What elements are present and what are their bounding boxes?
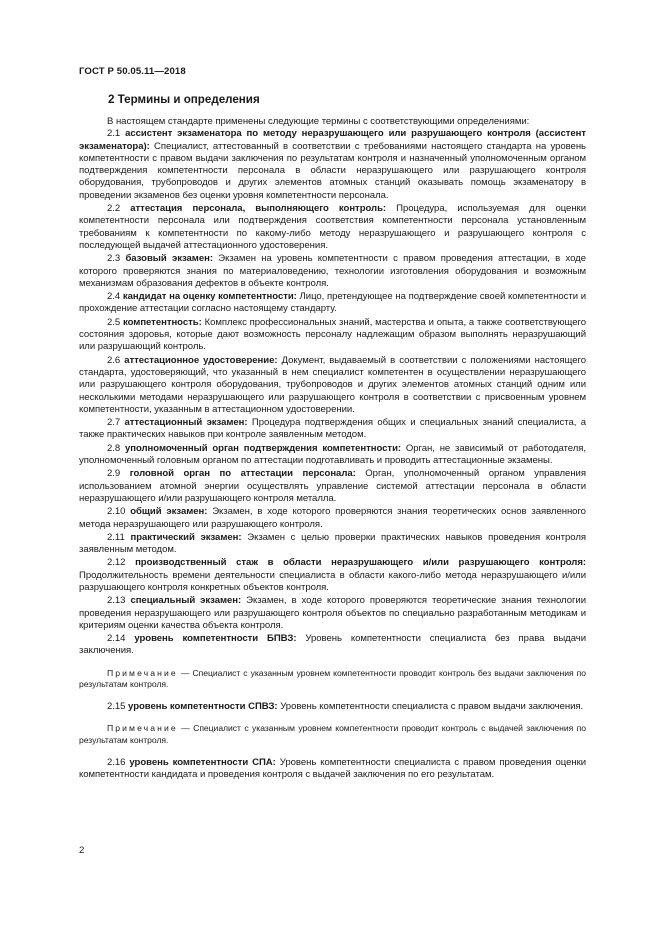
definition-number: 2.12 — [107, 557, 126, 569]
definition-text: Комплекс профессиональных знаний, мастерства и опыта, а также соответствующего состояния здоровья, которые дают возможность персоналу надлежащим образом выполнять неразрушающий или разрушающий контроль. — [79, 316, 586, 353]
definition-number: 2.11 — [107, 531, 125, 543]
definition-2-14 — [79, 633, 586, 658]
definition-2-2 — [79, 203, 586, 252]
definition-2-11 — [79, 532, 586, 557]
definition-term: общий экзамен: — [130, 506, 208, 518]
definition-text: Лицо, претендующее на подтверждение своей компетентности и прохождение аттестации согласно настоящему стандарту. — [79, 291, 586, 315]
definition-2-8 — [79, 443, 586, 468]
note-2-14 — [79, 668, 586, 690]
definition-text: Процедура, используемая для оценки компетентности персонала или подтверждения соответствия компетентности персонала установленным требованиям к компетентности по какому-либо методу неразрушающего и разрушающего контроля с последующей выдачей аттестационного удостоверения. — [79, 203, 586, 251]
note-label: Примечание — [107, 667, 178, 678]
definition-number: 2.13 — [107, 595, 126, 607]
definition-term: аттестационное удостоверение: — [124, 354, 278, 366]
definition-text: Уровень компетентности специалиста без права выдачи заключения. — [79, 633, 586, 657]
definition-text: Документ, выдаваемый в соответствии с положениями настоящего стандарта, удостоверяющий, что указанный в нем специалист компетентен в осуществлении неразрушающего или разрушающего контроля оборудования, трубопроводов и других элементов атомных станций одним или несколькими методами неразрушающего или разрушающего контроля в соответствии с присвоенным уровнем компетентности, указанным в аттестационном удостоверении. — [79, 354, 586, 415]
definition-2-7 — [79, 417, 586, 442]
definition-term: уполномоченный орган подтверждения компетентности: — [124, 442, 402, 454]
definition-number: 2.5 — [107, 316, 121, 328]
definition-2-4 — [79, 291, 586, 316]
definition-2-16 — [79, 757, 586, 782]
definition-term: уровень компетентности СПА: — [129, 756, 276, 768]
document-code: ГОСТ Р 50.05.11—2018 — [79, 66, 186, 77]
definition-number: 2.6 — [107, 354, 121, 366]
definition-term: аттестация персонала, выполняющего контроль: — [130, 203, 387, 215]
definition-text: Уровень компетентности специалиста с правом выдачи заключения. — [280, 701, 584, 713]
definition-term: аттестационный экзамен: — [124, 417, 248, 429]
note-2-15 — [79, 723, 586, 745]
definition-text: Экзамен, в ходе которого проверяются теоретические знания технологии проведения неразрушающего или разрушающего контроля объектов по специально разработанным методикам и критериям оценки качества объекта контроля. — [79, 595, 586, 631]
definition-text: Процедура подтверждения общих и специальных знаний специалиста, а также практических навыков при контроле заявленным методом. — [79, 417, 586, 441]
definition-number: 2.7 — [107, 417, 121, 429]
definition-text: Продолжительность времени деятельности специалиста в области какого-либо метода неразрушающего и/или разрушающего контроля конкретных объектов контроля. — [79, 569, 586, 593]
definition-term: базовый экзамен: — [125, 253, 213, 265]
definition-number: 2.15 — [107, 701, 126, 713]
definition-2-1 — [79, 128, 586, 202]
note-label: Примечание — [107, 723, 178, 734]
note-text: — Специалист с указанным уровнем компетентности проводит контроль с выдачей заключения по результатам контроля. — [79, 723, 586, 745]
definition-number: 2.3 — [107, 253, 121, 265]
definition-text: Экзамен на уровень компетентности с правом проведения аттестации, в ходе которого проверяются знания по материаловедению, технологии изготовления оборудования и возможным механизмам образования дефектов в объекте контроля. — [79, 253, 586, 289]
definition-2-5 — [79, 317, 586, 354]
definition-term: уровень компетентности СПВЗ: — [128, 701, 278, 713]
definition-2-13 — [79, 595, 586, 632]
definition-text: Орган, не зависимый от работодателя, уполномоченный головным органом по аттестации подготавливать и проводить аттестационные экзамены. — [79, 442, 586, 467]
definition-number: 2.16 — [107, 756, 126, 768]
definition-text: Орган, уполномоченный органом управления использованием атомной энергии осуществлять управление системой аттестации персонала в области неразрушающего и/или разрушающего контроля металла. — [79, 468, 586, 504]
definition-2-15 — [79, 701, 586, 713]
definition-text: Экзамен, в ходе которого проверяются знания теоретических основ заявленного метода неразрушающего или разрушающего контроля. — [79, 506, 586, 530]
definition-number: 2.8 — [107, 442, 121, 454]
definition-term: производственный стаж в области неразрушающего и/или разрушающего контроля: — [135, 557, 586, 569]
definition-term: практический экзамен: — [130, 531, 242, 543]
definition-term: кандидат на оценку компетентности: — [122, 291, 297, 303]
definition-number: 2.9 — [107, 468, 121, 480]
definition-term: специальный экзамен: — [130, 595, 242, 607]
definition-text: Экзамен с целью проверки практических навыков проведения контроля заявленным методом. — [79, 531, 586, 556]
definition-2-9 — [79, 468, 586, 505]
section-intro: В настоящем стандарте применены следующие термины с соответствующими определениями: — [107, 116, 530, 127]
definition-text: Уровень компетентности специалиста с правом проведения оценки компетентности кандидата и проведения контроля с выдачей заключения по его результатам. — [79, 756, 586, 781]
definition-term: уровень компетентности БПВЗ: — [134, 633, 297, 645]
definition-text: Специалист, аттестованный в соответствии с требованиями настоящего стандарта на уровень компетентности с правом выдачи заключения по результатам контроля и назначенный уполномоченным органом подтверждения компетентности персонала в области неразрушающего или разрушающего контроля оборудования, трубопроводов и других элементов атомных станций оказывать помощь экзаменатору в проведении экзаменов без оценки уровня компетентности персонала. — [79, 140, 586, 201]
definition-number: 2.4 — [107, 291, 121, 303]
definition-term: компетентность: — [123, 316, 202, 328]
definition-number: 2.14 — [107, 633, 126, 645]
definition-number: 2.10 — [107, 506, 126, 518]
definition-term: головной орган по аттестации персонала: — [129, 468, 356, 480]
definition-2-6 — [79, 355, 586, 416]
section-title: 2 Термины и определения — [108, 93, 260, 106]
page-number: 2 — [79, 845, 85, 856]
definition-2-3 — [79, 253, 586, 290]
definition-2-12 — [79, 557, 586, 594]
definition-number: 2.2 — [107, 203, 121, 215]
definition-term: ассистент экзаменатора по методу неразрушающего или разрушающего контроля (ассистент экзаменатора): — [79, 128, 586, 152]
definition-2-10 — [79, 506, 586, 531]
section-content — [79, 116, 586, 782]
note-text: — Специалист с указанным уровнем компетентности проводит контроль без выдачи заключения по результатам контроля. — [79, 667, 586, 689]
definition-number: 2.1 — [107, 128, 121, 140]
